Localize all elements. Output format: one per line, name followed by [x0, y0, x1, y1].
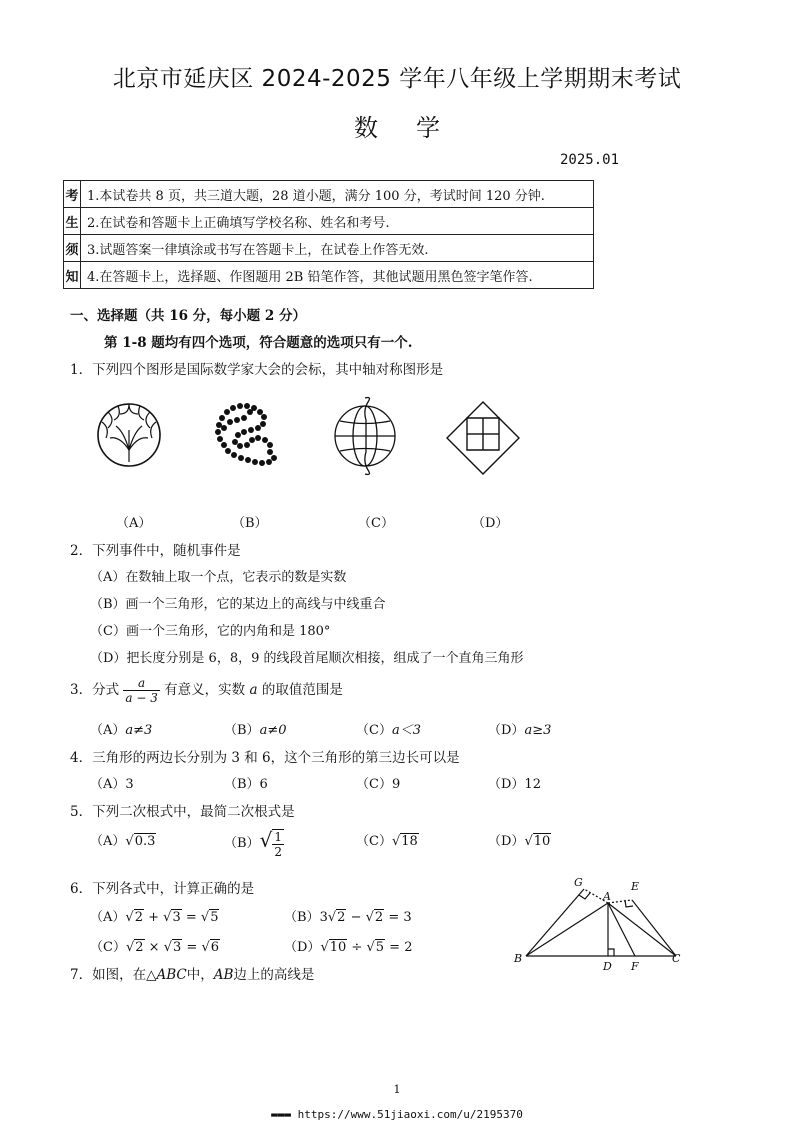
q4-stem: 4．三角形的两边长分别为 3 和 6，这个三角形的第三边长可以是	[70, 750, 460, 766]
notice-side-char: 考	[64, 181, 81, 208]
notice-side-char: 生	[64, 208, 81, 235]
logo-a-figure	[96, 402, 162, 468]
exam-date: 2025.01	[560, 152, 620, 168]
exam-title: 北京市延庆区 2024-2025 学年八年级上学期期末考试	[112, 66, 682, 92]
q6-option-b: （B）3√2 − √2 = 3	[284, 910, 412, 925]
q3-option-a: （A）a≠3	[90, 723, 153, 738]
q4-option-c: （C）9	[356, 777, 401, 792]
footer-url[interactable]: ▬▬▬ https://www.51jiaoxi.com/u/2195370	[271, 1108, 523, 1121]
point-b-label: B	[514, 952, 523, 965]
logo-b-figure	[210, 400, 280, 472]
q1-label-c: （C）	[358, 516, 394, 531]
q4-option-a: （A）3	[90, 777, 134, 792]
point-g-label: G	[574, 876, 583, 889]
q1-label-d: （D）	[472, 516, 509, 531]
q4-option-d: （D）12	[488, 777, 541, 792]
q6-option-c: （C）√2 × √3 = √6	[90, 940, 220, 955]
q3-denominator: a − 3	[125, 691, 158, 705]
q3-suffix2: 的取值范围是	[261, 682, 343, 698]
point-d-label: D	[603, 960, 612, 973]
notice-item: 1.本试卷共 8 页，共三道大题，28 道小题，满分 100 分，考试时间 120 分钟.	[81, 181, 594, 208]
q5-option-a: （A）√0.3	[90, 834, 156, 849]
q4-option-b: （B）6	[224, 777, 268, 792]
q1-label-b: （B）	[232, 516, 268, 531]
point-a-label: A	[603, 890, 611, 903]
notice-box	[63, 180, 594, 289]
q6-option-d: （D）√10 ÷ √5 = 2	[284, 940, 413, 955]
q6-stem: 6．下列各式中，计算正确的是	[70, 881, 255, 897]
point-e-label: E	[631, 880, 640, 893]
q2-option-b: （B）画一个三角形，它的某边上的高线与中线重合	[90, 597, 386, 612]
q7-triangle-figure	[510, 872, 690, 976]
q3-prefix: 3．分式	[70, 682, 120, 698]
logo-c-figure	[330, 394, 400, 478]
notice-side-char: 须	[64, 235, 81, 262]
q2-stem: 2．下列事件中，随机事件是	[70, 543, 241, 559]
q3-suffix1: 有意义，实数	[164, 682, 246, 698]
notice-item: 3.试题答案一律填涂或书写在答题卡上，在试卷上作答无效.	[81, 235, 594, 262]
notice-item: 4.在答题卡上，选择题、作图题用 2B 铅笔作答，其他试题用黑色签字笔作答.	[81, 262, 594, 289]
notice-side-char: 知	[64, 262, 81, 289]
q2-option-c: （C）画一个三角形，它的内角和是 180°	[90, 624, 331, 639]
page-number: 1	[393, 1083, 401, 1096]
logo-d-figure	[445, 400, 521, 476]
q2-option-d: （D）把长度分别是 6，8，9 的线段首尾顺次相接，组成了一个直角三角形	[90, 651, 524, 666]
q5-option-b: （B）√ $\frac{1}{2}$	[224, 828, 282, 859]
q3-numerator: a	[123, 676, 159, 691]
subject-title: 数学	[354, 114, 478, 142]
q1-stem: 1．下列四个图形是国际数学家大会的会标，其中轴对称图形是	[70, 362, 444, 378]
point-c-label: C	[672, 952, 681, 965]
q3-fraction	[123, 676, 159, 705]
q3-option-d: （D）a≥3	[488, 723, 552, 738]
q5-stem: 5．下列二次根式中，最简二次根式是	[70, 804, 295, 820]
q5-option-c: （C）√18	[356, 834, 418, 849]
section-instruction: 第 1-8 题均有四个选项，符合题意的选项只有一个.	[104, 335, 413, 351]
q3-option-b: （B）a≠0	[224, 723, 287, 738]
q6-option-a: （A）√2 + √3 = √5	[90, 910, 219, 925]
point-f-label: F	[631, 960, 639, 973]
q3-stem	[70, 676, 343, 705]
section-heading: 一、选择题（共 16 分，每小题 2 分）	[70, 308, 306, 324]
q7-stem: 7．如图，在△ABC中，AB边上的高线是	[70, 967, 315, 983]
q1-label-a: （A）	[116, 516, 152, 531]
q5-option-d: （D）√10	[488, 834, 551, 849]
q2-option-a: （A）在数轴上取一个点，它表示的数是实数	[90, 570, 347, 585]
notice-item: 2.在试卷和答题卡上正确填写学校名称、姓名和考号.	[81, 208, 594, 235]
q3-option-c: （C）a＜3	[356, 723, 421, 738]
q3-var: a	[249, 682, 258, 698]
